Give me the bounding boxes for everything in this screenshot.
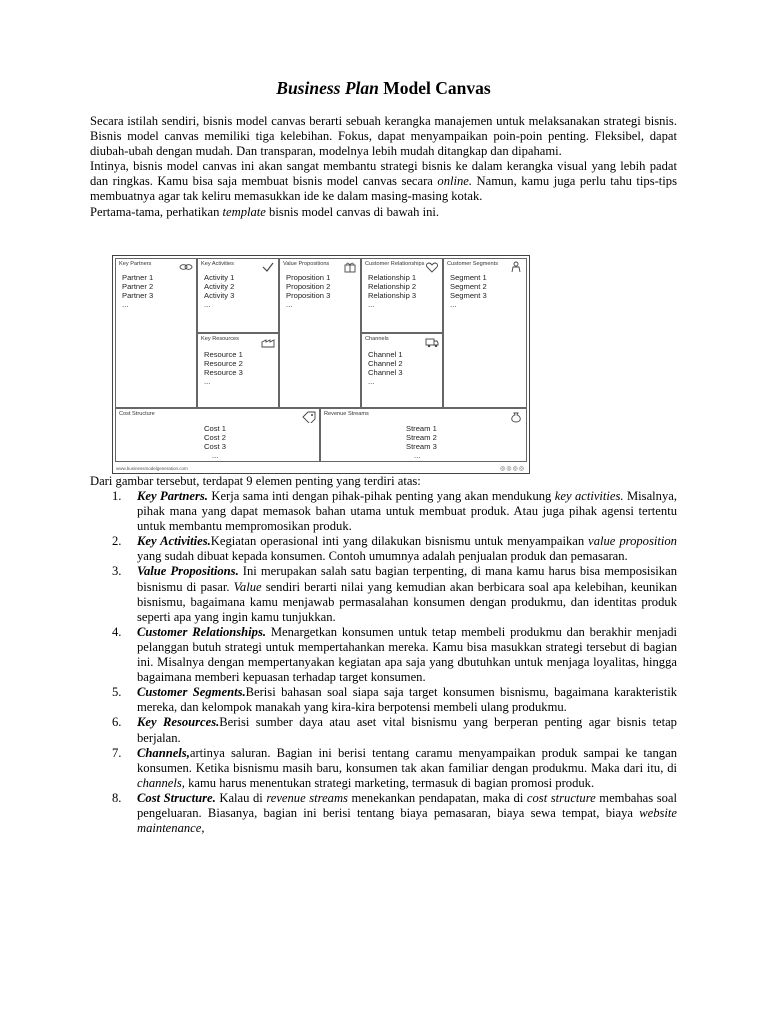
list-number: 2.: [112, 534, 122, 549]
list-item-heading: Key Partners.: [137, 489, 208, 503]
list-item: Stream 2: [406, 433, 437, 442]
list-number: 4.: [112, 624, 122, 639]
list-item-text: value proposition: [588, 534, 677, 549]
list-item: [90, 564, 677, 624]
list-item-heading: Customer Relationships.: [137, 624, 267, 639]
list-item: Activity 3: [204, 291, 235, 300]
canvas-cell-value-propositions: [279, 258, 361, 408]
list-item-heading: Key Resources.: [137, 715, 220, 730]
list-item-text: Berisi sumber daya atau aset vital bisnismu yang berperan penting agar bisnis tetap berjalan.: [137, 715, 677, 745]
list-item: ...: [450, 300, 457, 309]
list-item: Cost 1: [204, 424, 226, 433]
list-item-text: Kegiatan operasional inti yang dilakukan bisnismu untuk menyampaikan: [210, 534, 589, 549]
list-item-text: revenue streams: [266, 790, 348, 805]
list-item: Cost 2: [204, 433, 226, 442]
cell-items: [122, 273, 153, 309]
list-number: 7.: [112, 745, 122, 760]
list-item: Resource 3: [204, 368, 243, 377]
cell-header: Channels: [365, 336, 389, 342]
elements-list: [90, 489, 677, 836]
list-item: Partner 3: [122, 291, 154, 300]
intro-p3-italic: template: [222, 204, 266, 219]
list-item-text: key activities.: [554, 489, 624, 503]
list-item: Segment 1: [450, 273, 487, 282]
heart-icon: [425, 261, 439, 273]
list-item: Proposition 2: [286, 282, 331, 291]
list-item: [90, 489, 677, 534]
canvas-cell-key-activities: [197, 258, 279, 333]
intro-p2-text-b: Namun, kamu juga perlu tahu tips-tips membuatnya agar tak keliru memasukkan ide ke dalam masing-masing kotak.: [90, 174, 677, 204]
list-item: ...: [414, 451, 421, 460]
truck-icon: [425, 336, 439, 348]
cell-items: [450, 273, 487, 309]
list-item: Partner 2: [122, 282, 154, 291]
list-item: ...: [368, 300, 375, 309]
list-item: ...: [368, 377, 375, 386]
canvas-cell-key-resources: [197, 333, 279, 408]
list-item: [90, 685, 677, 715]
list-item: ...: [204, 300, 211, 309]
price-tag-icon: [302, 411, 316, 423]
canvas-cell-cost-structure: [115, 408, 320, 462]
cell-header: Revenue Streams: [324, 411, 369, 417]
list-item-text: Kerja sama inti dengan pihak-pihak penting yang akan mendukung: [207, 489, 555, 503]
cell-items: [406, 424, 437, 460]
person-icon: [509, 261, 523, 273]
footer-url: www.businessmodelgeneration.com: [116, 466, 188, 471]
cell-items: [204, 424, 226, 460]
list-item: Activity 1: [204, 273, 235, 282]
list-item: Channel 3: [368, 368, 403, 377]
list-item-text: Berisi bahasan soal siapa saja target konsumen bisnismu, bagaimana karakteristik mereka, dan kelompok manakah yang kira-kira berpotensi membeli ulang produkmu.: [137, 685, 677, 715]
list-item-text: menekankan pendapatan, maka di: [347, 790, 527, 805]
list-item-text: kamu harus menentukan strategi marketing, termasuk di bagian promosi produk.: [184, 775, 595, 790]
list-item: Partner 1: [122, 273, 154, 282]
cell-items: [204, 273, 234, 309]
list-item-text: sendiri berarti nilai yang kemudian akan berbicara soal apa kelebihan, keunikan bisnismu, bagaimana kamu menjawab permasalahan konsumen dengan produkmu, dan identitas produk seperti apa yang ingin kamu tunjukkan.: [137, 579, 677, 624]
title-italic: Business Plan: [276, 78, 379, 98]
list-item: Relationship 1: [368, 273, 417, 282]
list-item: Activity 2: [204, 282, 235, 291]
cell-header: Key Activities: [201, 261, 234, 267]
intro-paragraph-2: [90, 159, 677, 204]
canvas-cell-channels: [361, 333, 443, 408]
canvas-cell-customer-relationships: [361, 258, 443, 333]
list-item-heading: Key Activities.: [137, 534, 211, 549]
list-item-heading: Cost Structure.: [137, 790, 216, 805]
chain-link-icon: [179, 261, 193, 273]
list-intro: Dari gambar tersebut, terdapat 9 elemen penting yang terdiri atas:: [90, 474, 421, 488]
factory-icon: [261, 336, 275, 348]
cell-header: Cost Structure: [119, 411, 155, 417]
list-item-text: membahas soal pengeluaran. Biasanya, bagian ini berisi tentang biaya pemasaran, biaya sewa tempat, biaya: [137, 790, 677, 820]
list-item-text: Kalau di: [215, 790, 267, 805]
list-item-text: cost structure: [526, 790, 596, 805]
intro-p2-italic: online.: [437, 174, 473, 189]
business-model-canvas-image: [112, 255, 530, 474]
list-item: [90, 791, 677, 836]
list-item: ...: [286, 300, 293, 309]
list-item-text: website maintenance,: [137, 805, 677, 836]
list-item: Segment 2: [450, 282, 487, 291]
list-item: Resource 1: [204, 350, 243, 359]
cell-items: [286, 273, 330, 309]
canvas-cell-key-partners: [115, 258, 197, 408]
intro-p3-text-a: Pertama-tama, perhatikan: [90, 204, 223, 219]
cell-header: Customer Segments: [447, 261, 498, 267]
list-item-text: Misalnya, pihak mana yang dapat memasok bahan utama untuk membuat produk. Atau juga pihak agensi tertentu untuk membantu mempromosikan produk.: [137, 489, 677, 534]
list-item: Channel 1: [368, 350, 403, 359]
list-item-heading: Channels,: [137, 745, 190, 760]
canvas-footer: [113, 463, 529, 473]
list-item: [90, 715, 677, 745]
title-rest: Model Canvas: [378, 78, 491, 98]
list-item-text: channels,: [137, 775, 185, 790]
list-item: Resource 2: [204, 359, 243, 368]
list-item: ...: [212, 451, 219, 460]
intro-paragraph-1: Secara istilah sendiri, bisnis model canvas berarti sebuah kerangka manajemen untuk melaksanakan strategi bisnis. Bisnis model canvas memiliki tiga kelebihan. Fokus, dapat menyampaikan poin-poin penting. Fleksibel, dapat diubah-ubah dengan mudah. Dan transparan, modelnya lebih mudah ditangkap dan dipahami.: [90, 114, 677, 159]
intro-paragraph-3: [90, 205, 677, 220]
list-item-text: Ini merupakan salah satu bagian terpenting, di mana kamu harus bisa memposisikan bisnismu di pasar.: [137, 564, 677, 594]
intro-p3-text-b: bisnis model canvas di bawah ini.: [265, 204, 440, 219]
page-title: [90, 78, 677, 102]
list-item-text: yang sudah dibuat kepada konsumen. Contoh umumnya adalah penjualan produk dan pemasaran.: [137, 549, 628, 564]
list-item: Cost 3: [204, 442, 226, 451]
page-body: [90, 78, 677, 220]
cell-items: [368, 273, 416, 309]
list-item: Relationship 2: [368, 282, 417, 291]
list-item: [90, 625, 677, 685]
list-number: 3.: [112, 564, 122, 579]
list-item-text: Value: [233, 579, 262, 594]
list-item: Relationship 3: [368, 291, 417, 300]
list-item-text: artinya saluran. Bagian ini berisi tentang caramu menyampaikan produk sampai ke tangan konsumen. Ketika bisnismu masih baru, konsumen tak akan familiar dengan produkmu. Maka dari itu, di: [137, 745, 677, 775]
cell-header: Value Propositions: [283, 261, 330, 267]
list-item: [90, 534, 677, 564]
list-item: Stream 3: [406, 442, 437, 451]
list-number: 8.: [112, 790, 122, 805]
cell-header: Key Partners: [119, 261, 152, 267]
list-item: Stream 1: [406, 424, 437, 433]
list-item-heading: Customer Segments.: [137, 685, 246, 700]
cell-items: [368, 350, 403, 386]
list-item-text: Menargetkan konsumen untuk tetap membeli produkmu dan berakhir menjadi pelanggan butuh strategi untuk mempertahankan mereka. Kamu bisa masukkan strategi tersebut di bagian ini. Misalnya dengan mempertanyakan kegiatan apa saja yang dbutuhkan untuk menjaga loyalitas, hingga bagaimana memberi kepuasan terhadap target konsumen.: [137, 624, 677, 685]
intro-p2-text-a: Intinya, bisnis model canvas ini akan sangat membantu strategi bisnis ke dalam kerangka visual yang lebih padat dan ringkas. Kamu bisa saja membuat bisnis model canvas secara: [90, 159, 677, 189]
license-icons: ◎◎◎◎: [500, 466, 525, 472]
list-number: 5.: [112, 685, 122, 700]
money-bag-icon: [509, 411, 523, 423]
list-item: Proposition 1: [286, 273, 331, 282]
list-item-heading: Value Propositions.: [137, 564, 239, 579]
list-number: 6.: [112, 715, 122, 730]
list-item: ...: [204, 377, 211, 386]
list-item: [90, 746, 677, 791]
list-item: Channel 2: [368, 359, 403, 368]
cell-header: Customer Relationships: [365, 261, 425, 267]
cell-items: [204, 350, 243, 386]
checkmark-icon: [261, 261, 275, 273]
canvas-cell-customer-segments: [443, 258, 527, 408]
list-item: ...: [122, 300, 129, 309]
cell-header: Key Resources: [201, 336, 239, 342]
list-item: Proposition 3: [286, 291, 331, 300]
list-number: 1.: [112, 489, 122, 503]
list-item: Segment 3: [450, 291, 487, 300]
gift-icon: [343, 261, 357, 273]
canvas-cell-revenue-streams: [320, 408, 527, 462]
